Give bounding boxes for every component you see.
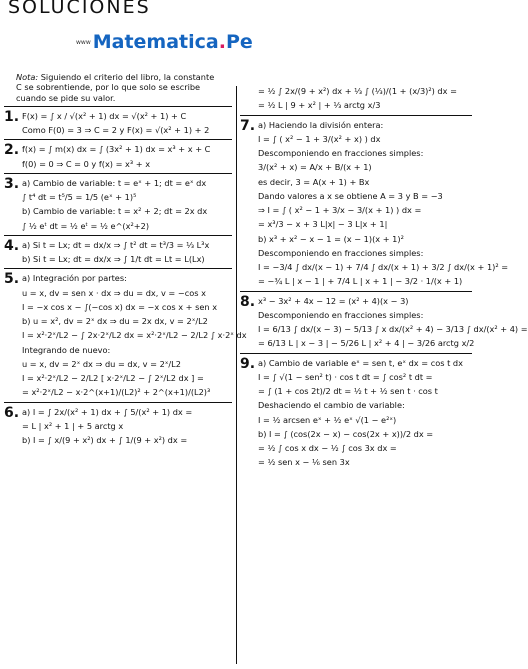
- solution-line: I = 6/13 ∫ dx/(x − 3) − 5/13 ∫ x dx/(x² + 4) − 3/13 ∫ dx/(x² + 4) =: [258, 324, 528, 334]
- solution-line: = ½ ∫ 2x/(9 + x²) dx + ⅓ ∫ (⅓)/(1 + (x/3)²) dx =: [258, 86, 457, 96]
- continuation-6b: [240, 86, 472, 111]
- solution-line: = ½ sen x − ⅙ sen 3x: [258, 457, 350, 468]
- exercise-solution: [4, 108, 232, 136]
- solution-line: Integrando de nuevo:: [22, 344, 111, 355]
- exercise-number: 4.: [4, 237, 20, 254]
- solution-line: x³ − 3x² + 4x − 12 = (x² + 4)(x − 3): [258, 295, 409, 306]
- exercise-number: 3.: [4, 175, 20, 192]
- exercise-solution: [4, 237, 232, 265]
- solution-line: Deshaciendo el cambio de variable:: [258, 400, 405, 411]
- exercise-number: 6.: [4, 404, 20, 421]
- solution-line: I = ∫ ( x² − 1 + 3/(x² + x) ) dx: [258, 133, 381, 144]
- site-logo[interactable]: [76, 31, 253, 55]
- solution-line: = x²·2ˣ/L2 − x·2^(x+1)/(L2)² + 2^(x+1)/(L2)³: [22, 387, 211, 398]
- solution-line: b) I = ∫ (cos(2x − x) − cos(2x + x))/2 dx =: [258, 428, 434, 439]
- solution-line: = ½ L | 9 + x² | + ⅓ arctg x/3: [258, 100, 381, 111]
- logo-main: Matematica: [92, 31, 219, 53]
- section-divider: [4, 139, 232, 140]
- section-divider: [4, 402, 232, 403]
- solution-line: a) Cambio de variable: t = eˣ + 1; dt = eˣ dx: [22, 177, 207, 188]
- solution-line: a) Si t = Lx; dt = dx/x ⇒ ∫ t² dt = t³/3 = ⅓ L³x: [22, 239, 210, 250]
- solution-line: Dando valores a x se obtiene A = 3 y B = −3: [258, 190, 443, 201]
- section-divider: [240, 291, 472, 292]
- column-divider: [236, 86, 237, 664]
- section-divider: [4, 235, 232, 236]
- solution-line: f(x) = ∫ m(x) dx = ∫ (3x² + 1) dx = x³ + x + C: [22, 144, 211, 155]
- solution-line: ∫ t⁴ dt = t⁵/5 = 1/5 (eˣ + 1)⁵: [22, 192, 137, 202]
- page-title: SOLUCIONES: [8, 0, 151, 18]
- solution-line: I = −x cos x − ∫(−cos x) dx = −x cos x + sen x: [22, 301, 218, 312]
- solution-line: = ∫ (1 + cos 2t)/2 dt = ½ t + ½ sen t · cos t: [258, 386, 438, 396]
- exercise-solution: [4, 271, 247, 398]
- logo-dot: .: [218, 31, 226, 53]
- solution-line: a) Cambio de variable eˣ = sen t, eˣ dx = cos t dx: [258, 357, 463, 368]
- solution-line: f(0) = 0 ⇒ C = 0 y f(x) = x³ + x: [22, 158, 151, 169]
- solution-line: b) x³ + x² − x − 1 = (x − 1)(x + 1)²: [258, 233, 404, 244]
- solution-line: 3/(x² + x) = A/x + B/(x + 1): [258, 162, 372, 173]
- note-label: Nota:: [16, 72, 39, 82]
- section-divider: [240, 115, 472, 116]
- section-divider: [4, 173, 232, 174]
- solution-line: b) I = ∫ x/(9 + x²) dx + ∫ 1/(9 + x²) dx =: [22, 435, 188, 445]
- exercise-number: 2.: [4, 142, 20, 159]
- exercise-solution: [240, 117, 509, 287]
- solution-line: I = ∫ √(1 − sen² t) · cos t dt = ∫ cos² t dt =: [258, 371, 433, 382]
- exercise-number: 5.: [4, 271, 20, 288]
- solution-line: Descomponiendo en fracciones simples:: [258, 148, 424, 158]
- left-column: [4, 68, 247, 449]
- note-text: Siguiendo el criterio del libro, la constante C se sobrentiende, por lo que solo se escribe cuando se pide su valor.: [16, 72, 215, 103]
- solution-line: = x³/3 − x + 3 L|x| − 3 L|x + 1|: [258, 219, 388, 230]
- section-divider: [4, 268, 232, 269]
- solution-line: I = ½ arcsen eˣ + ½ eˣ √(1 − e²ˣ): [258, 414, 397, 425]
- solution-line: Descomponiendo en fracciones simples:: [258, 247, 424, 258]
- solution-line: Descomponiendo en fracciones simples:: [258, 309, 424, 320]
- solution-line: a) Haciendo la división entera:: [258, 119, 384, 130]
- right-column: [240, 82, 528, 472]
- solution-line: I = x²·2ˣ/L2 − ∫ 2x·2ˣ/L2 dx = x²·2ˣ/L2 − 2/L2 ∫ x·2ˣ dx: [22, 330, 247, 341]
- solution-line: Como F(0) = 3 ⇒ C = 2 y F(x) = √(x² + 1) + 2: [22, 125, 210, 135]
- left-sections: [4, 106, 247, 446]
- solution-line: = L | x² + 1 | + 5 arctg x: [22, 420, 124, 431]
- logo-prefix: www: [76, 38, 91, 46]
- solution-line: u = x, dv = 2ˣ dx ⇒ du = dx, v = 2ˣ/L2: [22, 358, 181, 369]
- solution-line: b) Si t = Lx; dt = dx/x ⇒ ∫ 1/t dt = Lt = L(Lx): [22, 254, 205, 264]
- solution-line: b) Cambio de variable: t = x² + 2; dt = 2x dx: [22, 206, 208, 217]
- solution-line: = 6/13 L | x − 3 | − 5/26 L | x² + 4 | − 3/26 arctg x/2: [258, 338, 475, 349]
- solution-line: ⇒ I = ∫ ( x² − 1 + 3/x − 3/(x + 1) ) dx =: [258, 205, 422, 215]
- logo-suffix: Pe: [225, 31, 253, 53]
- solution-line: F(x) = ∫ x / √(x² + 1) dx = √(x² + 1) + C: [22, 110, 187, 121]
- solution-line: u = x, dv = sen x · dx ⇒ du = dx, v = −cos x: [22, 287, 206, 298]
- solution-line: I = x²·2ˣ/L2 − 2/L2 [ x·2ˣ/L2 − ∫ 2ˣ/L2 dx ] =: [22, 373, 204, 383]
- exercise-solution: [240, 355, 472, 468]
- exercise-number: 8.: [240, 293, 256, 310]
- solution-line: es decir, 3 = A(x + 1) + Bx: [258, 176, 370, 187]
- solution-line: I = −3/4 ∫ dx/(x − 1) + 7/4 ∫ dx/(x + 1) + 3/2 ∫ dx/(x + 1)² =: [258, 262, 509, 272]
- exercise-solution: [4, 144, 232, 169]
- solution-line: = ½ ∫ cos x dx − ½ ∫ cos 3x dx =: [258, 443, 397, 453]
- note: [4, 72, 232, 103]
- exercise-solution: [240, 293, 528, 349]
- exercise-solution: [4, 404, 232, 446]
- section-divider: [4, 106, 232, 107]
- exercise-number: 9.: [240, 355, 256, 372]
- solution-line: a) Integración por partes:: [22, 273, 127, 284]
- solution-line: b) u = x², dv = 2ˣ dx ⇒ du = 2x dx, v = 2ˣ/L2: [22, 316, 208, 326]
- solution-line: = −¾ L | x − 1 | + 7/4 L | x + 1 | − 3/2 · 1/(x + 1): [258, 276, 463, 287]
- exercise-number: 7.: [240, 117, 256, 134]
- exercise-solution: [4, 175, 232, 231]
- exercise-number: 1.: [4, 108, 20, 125]
- solution-line: ∫ ½ eᵗ dt = ½ eᵗ = ½ e^(x²+2): [22, 220, 150, 231]
- solution-line: a) I = ∫ 2x/(x² + 1) dx + ∫ 5/(x² + 1) dx =: [22, 406, 193, 417]
- section-divider: [240, 353, 472, 354]
- right-sections: [240, 115, 528, 468]
